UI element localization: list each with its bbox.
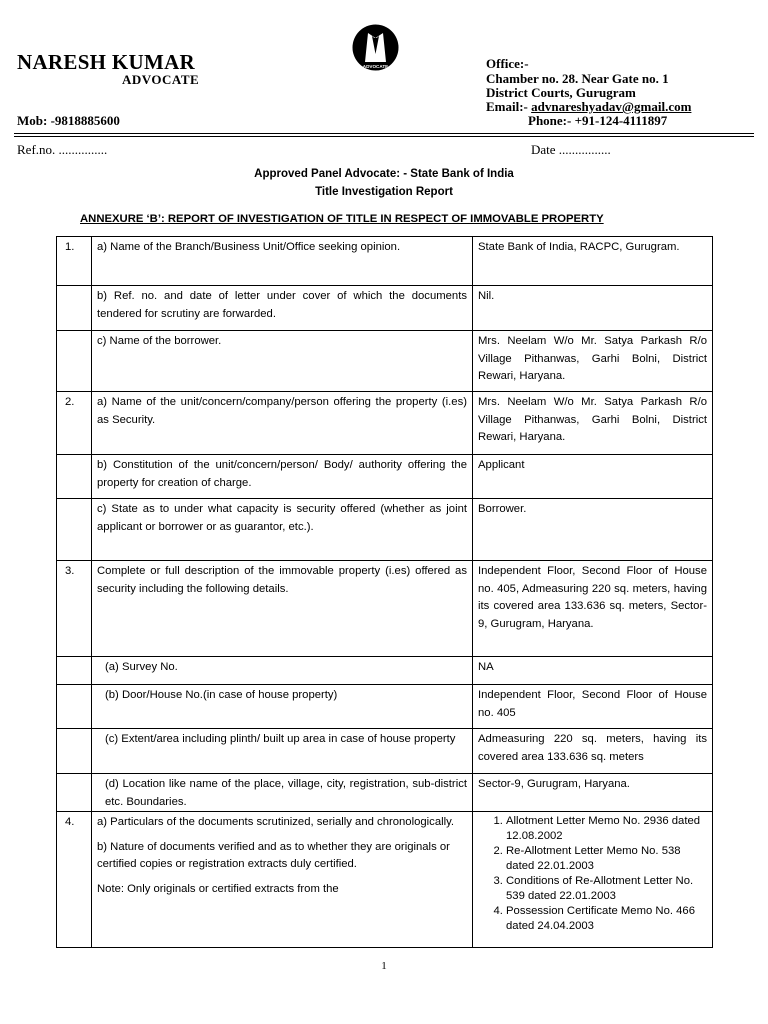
table-row: [57, 237, 713, 286]
row-number: 1.: [57, 237, 92, 286]
row-number: 4.: [57, 812, 92, 948]
row-answer: State Bank of India, RACPC, Gurugram.: [473, 237, 713, 286]
row-question: b) Constitution of the unit/concern/person/ Body/ authority offering the property for creation of charge.: [92, 455, 473, 499]
office-address-line1: Chamber no. 28. Near Gate no. 1: [486, 71, 669, 86]
row-number: [57, 331, 92, 392]
email-label: Email:-: [486, 99, 532, 114]
annexure-heading: ANNEXURE ‘B’: REPORT OF INVESTIGATION OF TITLE IN RESPECT OF IMMOVABLE PROPERTY: [80, 213, 604, 225]
row-answer: NA: [473, 657, 713, 685]
row-question: (d) Location like name of the place, village, city, registration, sub-district etc. Boundaries.: [92, 774, 473, 812]
row-number: 2.: [57, 392, 92, 455]
date-field: Date ................: [531, 142, 611, 157]
row-number: [57, 729, 92, 774]
advocate-role: ADVOCATE: [122, 72, 200, 87]
mobile-number: Mob: -9818885600: [17, 113, 120, 128]
row-answer: Sector-9, Gurugram, Haryana.: [473, 774, 713, 812]
report-title: Title Investigation Report: [315, 186, 453, 198]
row-number: [57, 774, 92, 812]
header-rule-top: [14, 133, 754, 134]
row-answer: Borrower.: [473, 499, 713, 561]
row-answer: Independent Floor, Second Floor of House no. 405, Admeasuring 220 sq. meters, having its covered area 133.636 sq. meters, Sector-9, Gurugram, Haryana.: [473, 561, 713, 657]
table-row: [57, 499, 713, 561]
logo-text: ADVOCATE: [362, 64, 389, 69]
document-list: [478, 814, 707, 934]
row-number: [57, 657, 92, 685]
row-question: (c) Extent/area including plinth/ built up area in case of house property: [92, 729, 473, 774]
row-question-part-a: a) Particulars of the documents scrutinized, serially and chronologically.: [97, 816, 455, 828]
investigation-table: [56, 236, 713, 948]
row-answer: Independent Floor, Second Floor of House no. 405: [473, 685, 713, 729]
table-row: [57, 685, 713, 729]
row-question-note: Note: Only originals or certified extracts from the: [97, 882, 339, 895]
table-row: [57, 561, 713, 657]
table-row: [57, 392, 713, 455]
row-answer: Applicant: [473, 455, 713, 499]
panel-title: Approved Panel Advocate: - State Bank of India: [254, 168, 514, 180]
email-link[interactable]: advnareshyadav@gmail.com: [531, 99, 692, 114]
list-item: 4. Possession Certificate Memo No. 466 dated 24.04.2003: [506, 904, 707, 934]
table-row: [57, 455, 713, 499]
table-row: [57, 331, 713, 392]
table-row: [57, 729, 713, 774]
row-number: [57, 499, 92, 561]
table-row: [57, 286, 713, 331]
row-question: a) Name of the Branch/Business Unit/Office seeking opinion.: [92, 237, 473, 286]
row-number: [57, 685, 92, 729]
row-answer: Mrs. Neelam W/o Mr. Satya Parkash R/o Village Pithanwas, Garhi Bolni, District Rewari, Haryana.: [473, 392, 713, 455]
header-rule-bottom: [14, 136, 754, 137]
row-question: b) Ref. no. and date of letter under cover of which the documents tendered for scrutiny are forwarded.: [92, 286, 473, 331]
office-address-line2: District Courts, Gurugram: [486, 85, 636, 100]
row-question: Complete or full description of the immovable property (i.es) offered as security including the following details.: [92, 561, 473, 657]
ref-number: Ref.no. ...............: [17, 142, 108, 157]
row-question: [92, 812, 473, 948]
row-question: (b) Door/House No.(in case of house property): [92, 685, 473, 729]
row-answer: Admeasuring 220 sq. meters, having its covered area 133.636 sq. meters: [473, 729, 713, 774]
row-answer: Mrs. Neelam W/o Mr. Satya Parkash R/o Village Pithanwas, Garhi Bolni, District Rewari, Haryana.: [473, 331, 713, 392]
advocate-name: NARESH KUMAR: [17, 50, 196, 74]
row-number: 3.: [57, 561, 92, 657]
page-number: 1: [381, 960, 387, 972]
table-row: [57, 657, 713, 685]
advocate-logo-icon: [352, 24, 399, 71]
row-question: c) State as to under what capacity is security offered (whether as joint applicant or borrower or as guarantor, etc.).: [92, 499, 473, 561]
table-row: [57, 774, 713, 812]
phone-number: Phone:- +91-124-4111897: [528, 113, 668, 128]
list-item: 1. Allotment Letter Memo No. 2936 dated 12.08.2002: [506, 814, 707, 844]
row-question: a) Name of the unit/concern/company/person offering the property (i.es) as Security.: [92, 392, 473, 455]
table-row: [57, 812, 713, 948]
row-number: [57, 455, 92, 499]
row-answer: Nil.: [473, 286, 713, 331]
list-item: 2. Re-Allotment Letter Memo No. 538 dated 22.01.2003: [506, 844, 707, 874]
row-answer: [473, 812, 713, 948]
row-question: c) Name of the borrower.: [92, 331, 473, 392]
row-number: [57, 286, 92, 331]
row-question-part-b: b) Nature of documents verified and as to whether they are originals or certified copies or registration extracts duly certified.: [97, 840, 450, 870]
list-item: 3. Conditions of Re-Allotment Letter No. 539 dated 22.01.2003: [506, 874, 707, 904]
row-question: (a) Survey No.: [92, 657, 473, 685]
office-label: Office:-: [486, 56, 529, 71]
